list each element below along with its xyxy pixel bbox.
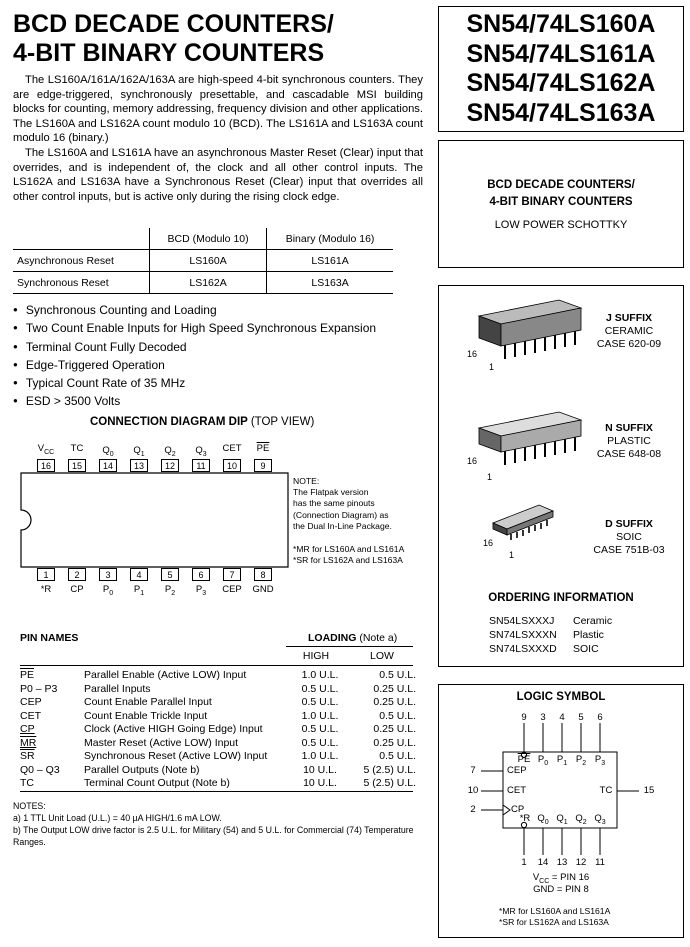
list-item: ● Synchronous Counting and Loading: [13, 302, 376, 320]
flatpak-note: NOTE: The Flatpak version has the same pinouts (Connection Diagram) as the Dual In-Line Package.: [293, 476, 392, 531]
pin-label: GND: [252, 584, 274, 595]
list-item: SN74LSXXXD SOIC: [489, 643, 599, 655]
pin-label: $Q_3$: [195, 445, 207, 458]
feature-list: [13, 302, 376, 412]
connection-diagram-title: CONNECTION DIAGRAM DIP (TOP VIEW): [90, 416, 315, 428]
reset-footnote: *MR for LS160A and LS161A *SR for LS162A and LS163A: [293, 544, 405, 566]
pin-label: $P_0$: [102, 584, 114, 597]
ceramic-dip-icon: [469, 294, 589, 364]
pin-label: CEP: [222, 584, 242, 595]
low-header: LOW: [370, 650, 394, 662]
pin-label: $Q_2$: [164, 445, 176, 458]
pin-label: CP: [70, 584, 84, 595]
package-label-j: J SUFFIX CERAMIC CASE 620-09: [596, 312, 662, 350]
notes: NOTES: a) 1 TTL Unit Load (U.L.) = 40 µA HIGH/1.6 mA LOW. b) The Output LOW drive factor is 2.5 U.L. for Military (54) and 5 U.L. for Commercial (74) Temperature Ranges.: [13, 801, 414, 847]
ordering-list: [489, 614, 612, 656]
pin-label: TC: [70, 443, 84, 454]
list-item: SN54LSXXXJ Ceramic: [489, 615, 613, 627]
pin-number: 2: [68, 568, 86, 581]
list-item: SN74LSXXXN Plastic: [489, 629, 604, 641]
vcc-pin-note: $V_{CC}$ = PIN 16: [532, 872, 590, 885]
logic-symbol-title: LOGIC SYMBOL: [516, 691, 606, 703]
intro-text: [13, 73, 423, 204]
loading-title: LOADING (Note a): [308, 632, 398, 644]
page-title: BCD DECADE COUNTERS/ 4-BIT BINARY COUNTERS: [13, 10, 334, 67]
intro-paragraph-1: The LS160A/161A/162A/163A are high-speed 4-bit synchronous counters. They are edge-triggered, synchronously presettable, and cascadable MSI building blocks for counting, memory addressing, frequency division and other applications. The LS160A and LS162A count modulo 10 (BCD). The LS161A and LS163A count modulo 16 (binary.): [13, 74, 423, 145]
pin-label: $\overline{PE}$: [256, 443, 270, 454]
package-label-d: D SUFFIX SOIC CASE 751B-03: [593, 518, 665, 556]
plastic-dip-icon: [469, 406, 589, 476]
table-row: Asynchronous Reset LS160A LS161A: [13, 250, 393, 272]
list-item: ● Typical Count Rate of 35 MHz: [13, 375, 376, 393]
pin-number: 14: [99, 459, 117, 472]
list-item: ● Edge-Triggered Operation: [13, 357, 376, 375]
list-item: ● ESD > 3500 Volts: [13, 393, 376, 411]
pin-number: 6: [192, 568, 210, 581]
dip-package-outline: [20, 472, 290, 568]
part-numbers-box: SN54/74LS160A SN54/74LS161A SN54/74LS162A SN54/74LS163A: [438, 6, 684, 132]
pin-number: 9: [254, 459, 272, 472]
pin-number: 16: [37, 459, 55, 472]
pin-number: 3: [99, 568, 117, 581]
high-header: HIGH: [302, 650, 330, 662]
packages-box: 16 1 J SUFFIX CERAMIC CASE 620-09 16 1 N SUFFIX PLASTIC CASE 648-08 16 1 D SUFFIX SOIC CASE 751B-03 ORDERING INFORMATION SN54LSXXXJ Ceramic SN74LSXXXN Plastic SN74LSXXXD SOIC: [438, 285, 684, 667]
pin-number: 15: [68, 459, 86, 472]
list-item: ● Two Count Enable Inputs for High Speed Synchronous Expansion: [13, 320, 376, 338]
pin-number: 4: [130, 568, 148, 581]
pin-number: 10: [223, 459, 241, 472]
soic-icon: [489, 501, 569, 546]
pin-label: $P_3$: [195, 584, 207, 597]
pin-label: $P_1$: [133, 584, 145, 597]
loading-divider: [286, 646, 413, 647]
counter-type-table: BCD (Modulo 10) Binary (Modulo 16) Asynchronous Reset LS160A LS161A Synchronous Reset LS162A LS163A: [13, 228, 393, 294]
table-row: Synchronous Reset LS162A LS163A: [13, 272, 393, 294]
package-label-n: N SUFFIX PLASTIC CASE 648-08: [596, 422, 662, 460]
pin-names-title: PIN NAMES: [20, 632, 79, 644]
intro-paragraph-2: The LS160A and LS161A have an asynchronous Master Reset (Clear) input that overrides, and is independent of, the clock and all other control inputs. The LS162A and LS163A have a Synchronous Reset (Clear) input that overrides all other control inputs, but is active only during the rising clock edge.: [13, 146, 423, 203]
pe-label: $\overline{PE}$: [517, 754, 531, 765]
pin-label: $Q_0$: [102, 445, 114, 458]
list-item: ● Terminal Count Fully Decoded: [13, 339, 376, 357]
pin-number: 12: [161, 459, 179, 472]
pin-label: $Q_1$: [133, 445, 145, 458]
logic-footnote: *MR for LS160A and LS161A *SR for LS162A and LS163A: [499, 906, 611, 928]
ordering-title: ORDERING INFORMATION: [488, 592, 634, 604]
pin-names-bottom-rule: [20, 791, 413, 792]
description-box: BCD DECADE COUNTERS/ 4-BIT BINARY COUNTERS LOW POWER SCHOTTKY: [438, 140, 684, 268]
pin-label: $V_{CC}$: [37, 443, 55, 456]
pin-number: 1: [37, 568, 55, 581]
pin-number: 11: [192, 459, 210, 472]
pin-names-divider: [20, 665, 413, 666]
pin-number: 5: [161, 568, 179, 581]
pin-label: $P_2$: [164, 584, 176, 597]
logic-symbol-box: LOGIC SYMBOL 9 3 4 5 6 $\overline{PE}$ $P_0$ $P_1$ $P_2$ $P_3$ 7 10 2 CEP CET CP TC 15 *R $Q_0$ $Q_1$ $Q_2$ $Q_3$ 1 14 13 12 11 $V_{CC}$ = PIN 16 GND = PIN 8 *MR for LS160A and LS161A *SR for LS162A and LS163A: [438, 684, 684, 938]
pin-number: 8: [254, 568, 272, 581]
pin-number: 13: [130, 459, 148, 472]
pin-label: *R: [40, 584, 52, 595]
gnd-pin-note: GND = PIN 8: [533, 884, 589, 895]
pin-number: 7: [223, 568, 241, 581]
pin-label: CET: [222, 443, 242, 454]
